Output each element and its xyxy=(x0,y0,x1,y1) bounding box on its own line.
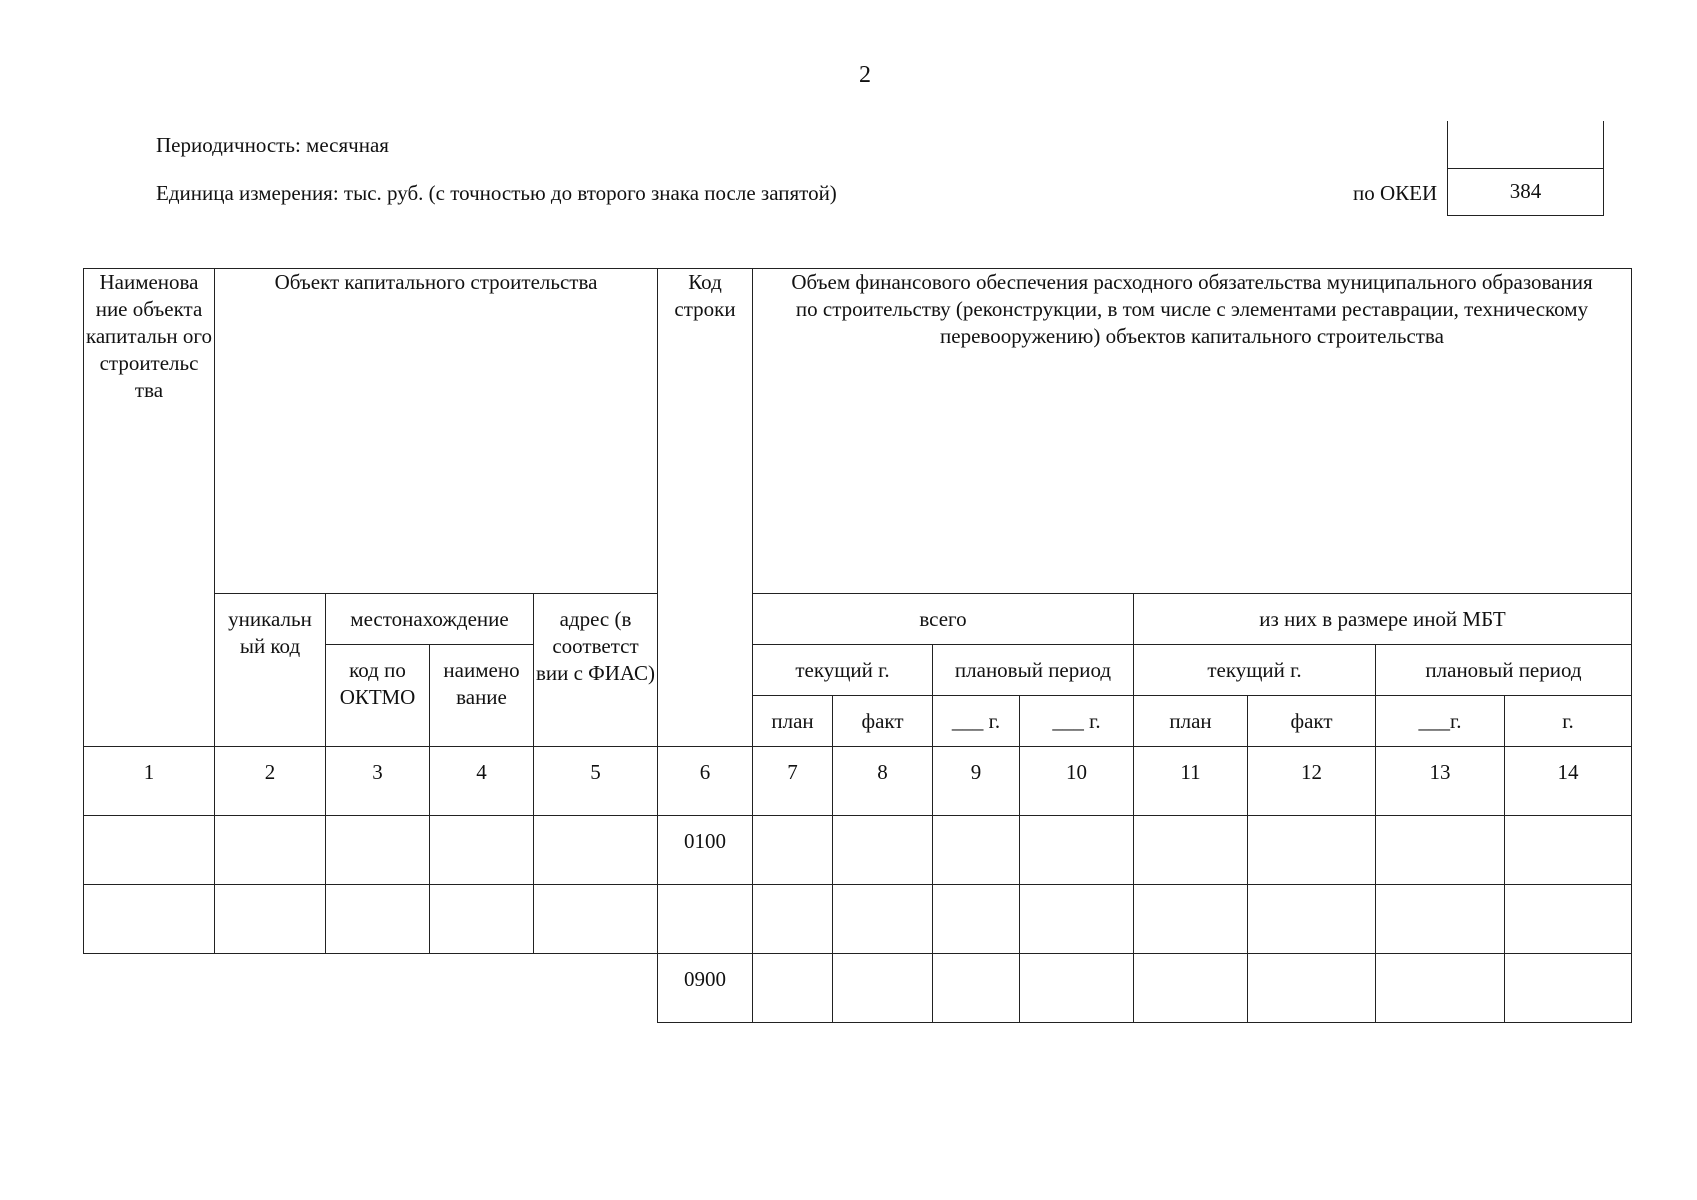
table-row xyxy=(84,816,1632,885)
cell[interactable] xyxy=(1020,816,1134,885)
cell[interactable] xyxy=(1376,954,1505,1023)
cell[interactable] xyxy=(1134,885,1248,954)
cell[interactable] xyxy=(1248,954,1376,1023)
cell[interactable] xyxy=(753,885,833,954)
header-current-year-mbt: текущий г. xyxy=(1134,645,1376,696)
column-number: 8 xyxy=(833,747,933,816)
cell[interactable] xyxy=(1248,885,1376,954)
header-location-name: наимено вание xyxy=(430,645,534,747)
column-number: 1 xyxy=(84,747,215,816)
cell[interactable] xyxy=(1248,816,1376,885)
okei-code: 384 xyxy=(1509,179,1542,203)
header-capital-object: Объект капитального строительства xyxy=(215,269,658,594)
header-col-14: г. xyxy=(1505,696,1632,747)
cell[interactable] xyxy=(1505,885,1632,954)
header-col-10: ___ г. xyxy=(1020,696,1134,747)
periodicity: Периодичность: месячная xyxy=(156,133,389,157)
cell[interactable] xyxy=(1020,954,1134,1023)
header-col-11: план xyxy=(1134,696,1248,747)
cell[interactable] xyxy=(1020,885,1134,954)
header-planned-period-mbt: плановый период xyxy=(1376,645,1632,696)
cell[interactable] xyxy=(933,954,1020,1023)
header-unique-code: уникальн ый код xyxy=(215,594,326,747)
column-number: 11 xyxy=(1134,747,1248,816)
column-number: 4 xyxy=(430,747,534,816)
column-number: 5 xyxy=(534,747,658,816)
unit-of-measure: Единица измерения: тыс. руб. (с точностью до второго знака после запятой) xyxy=(156,181,837,205)
cell[interactable] xyxy=(534,885,658,954)
header-col-9: ___ г. xyxy=(933,696,1020,747)
empty-space xyxy=(534,954,658,1023)
header-object-name: Наименова ние объекта капитальн ого строительс тва xyxy=(84,269,215,747)
column-number: 2 xyxy=(215,747,326,816)
column-number: 13 xyxy=(1376,747,1505,816)
column-number: 12 xyxy=(1248,747,1376,816)
empty-space xyxy=(84,954,215,1023)
cell[interactable] xyxy=(534,816,658,885)
cell[interactable] xyxy=(933,816,1020,885)
okei-label: по ОКЕИ xyxy=(1353,181,1438,205)
column-number: 14 xyxy=(1505,747,1632,816)
table-row xyxy=(84,885,1632,954)
cell[interactable] xyxy=(1134,816,1248,885)
empty-space xyxy=(215,954,326,1023)
cell[interactable] xyxy=(1505,816,1632,885)
cell[interactable] xyxy=(933,885,1020,954)
cell[interactable] xyxy=(84,816,215,885)
table-row-total xyxy=(84,954,1632,1023)
row-code xyxy=(658,885,753,954)
cell[interactable] xyxy=(1376,816,1505,885)
column-number: 3 xyxy=(326,747,430,816)
header-row-code: Код строки xyxy=(658,269,753,747)
header-other-mbt: из них в размере иной МБТ xyxy=(1134,594,1632,645)
empty-space xyxy=(326,954,430,1023)
header-current-year-total: текущий г. xyxy=(753,645,933,696)
row-code: 0100 xyxy=(658,816,753,885)
cell[interactable] xyxy=(753,954,833,1023)
row-code: 0900 xyxy=(658,954,753,1023)
cell[interactable] xyxy=(215,816,326,885)
header-planned-period-total: плановый период xyxy=(933,645,1134,696)
header-location: местонахождение xyxy=(326,594,534,645)
cell[interactable] xyxy=(833,954,933,1023)
column-number: 7 xyxy=(753,747,833,816)
column-number: 10 xyxy=(1020,747,1134,816)
cell[interactable] xyxy=(833,885,933,954)
report-table xyxy=(83,268,1632,1023)
header-col-8: факт xyxy=(833,696,933,747)
empty-space xyxy=(430,954,534,1023)
cell[interactable] xyxy=(430,885,534,954)
okei-code-box xyxy=(1447,121,1604,216)
column-number: 9 xyxy=(933,747,1020,816)
cell[interactable] xyxy=(1505,954,1632,1023)
header-oktmo: код по ОКТМО xyxy=(326,645,430,747)
cell[interactable] xyxy=(1376,885,1505,954)
cell[interactable] xyxy=(326,885,430,954)
cell[interactable] xyxy=(833,816,933,885)
header-address: адрес (в соответст вии с ФИАС) xyxy=(534,594,658,747)
page-number: 2 xyxy=(859,62,871,88)
header-funding-volume: Объем финансового обеспечения расходного обязательства муниципального образования по строительству (реконструкции, в том числе с элементами реставрации, техническому перевооружению) объектов капитального строительства xyxy=(753,269,1632,594)
column-number: 6 xyxy=(658,747,753,816)
cell[interactable] xyxy=(215,885,326,954)
header-total: всего xyxy=(753,594,1134,645)
cell[interactable] xyxy=(430,816,534,885)
okei-box-divider xyxy=(1448,168,1603,169)
cell[interactable] xyxy=(326,816,430,885)
cell[interactable] xyxy=(753,816,833,885)
header-col-13: ___г. xyxy=(1376,696,1505,747)
header-col-12: факт xyxy=(1248,696,1376,747)
cell[interactable] xyxy=(84,885,215,954)
cell[interactable] xyxy=(1134,954,1248,1023)
header-col-7: план xyxy=(753,696,833,747)
